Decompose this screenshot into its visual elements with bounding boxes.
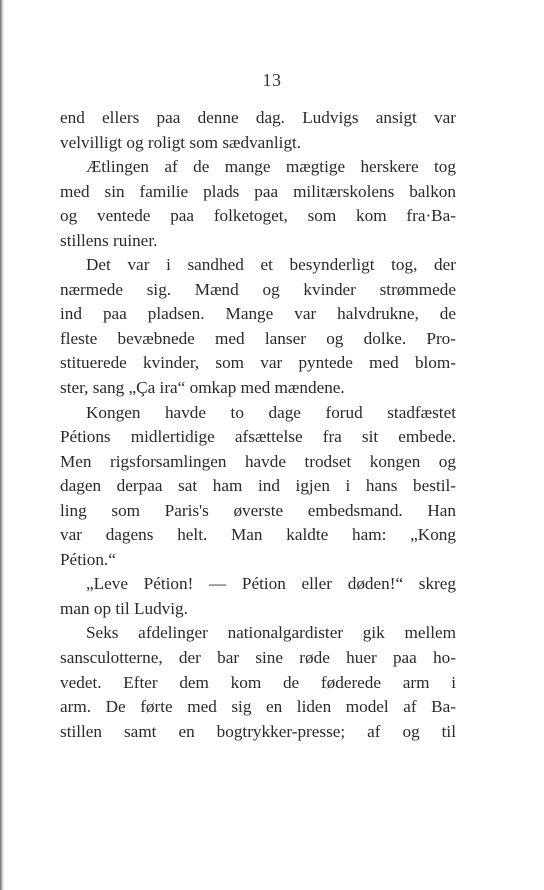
text-line: stillens ruiner. (60, 230, 158, 250)
text-line: end ellers paa denne dag. Ludvigs ansigt var (60, 108, 456, 127)
text-line: med sin familie plads paa militærskolens balkon (60, 181, 456, 201)
text-line: Det var i sandhed et besynderligt tog, der (86, 255, 456, 275)
text-line: dagen derpaa sat ham ind igjen i hans bestil- (60, 476, 456, 496)
text-line: ind paa pladsen. Mange var halvdrukne, de (60, 304, 456, 324)
text-line: var dagens helt. Man kaldte ham: „Kong (60, 525, 456, 545)
text-line: sansculotterne, der bar sine røde huer paa ho- (60, 648, 456, 668)
text-line: man op til Ludvig. (60, 598, 188, 618)
page-binding-edge (0, 0, 4, 890)
text-line: Pétions midlertidige afsættelse fra sit embede. (60, 427, 456, 447)
text-line: stillen samt en bogtrykker-presse; af og til (60, 721, 456, 741)
text-line: velvilligt og roligt som sædvanligt. (60, 132, 302, 152)
body-text (60, 106, 456, 744)
text-line: arm. De førte med sig en liden model af Ba- (60, 697, 456, 717)
text-line: „Leve Pétion! — Pétion eller døden!“ skreg (86, 574, 456, 594)
text-line: Kongen havde to dage forud stadfæstet (86, 402, 456, 422)
text-line: stituerede kvinder, som var pyntede med blom- (60, 353, 456, 373)
text-line: Men rigsforsamlingen havde trodset kongen og (60, 451, 456, 471)
text-line: Pétion.“ (60, 549, 116, 569)
text-line: Ætlingen af de mange mægtige herskere tog (86, 157, 456, 177)
text-line: nærmede sig. Mænd og kvinder strømmede (60, 279, 456, 299)
text-line: ster, sang „Ça ira“ omkap med mændene. (60, 378, 345, 398)
page-number: 13 (262, 70, 282, 90)
text-line: ling som Paris's øverste embedsmand. Han (60, 500, 456, 520)
text-line: fleste bevæbnede med lanser og dolke. Pro- (60, 328, 456, 348)
text-line: og ventede paa folketoget, som kom fra·Ba- (60, 206, 456, 226)
text-line: vedet. Efter dem kom de føderede arm i (60, 672, 456, 692)
text-line: Seks afdelinger nationalgardister gik mellem (86, 623, 456, 643)
